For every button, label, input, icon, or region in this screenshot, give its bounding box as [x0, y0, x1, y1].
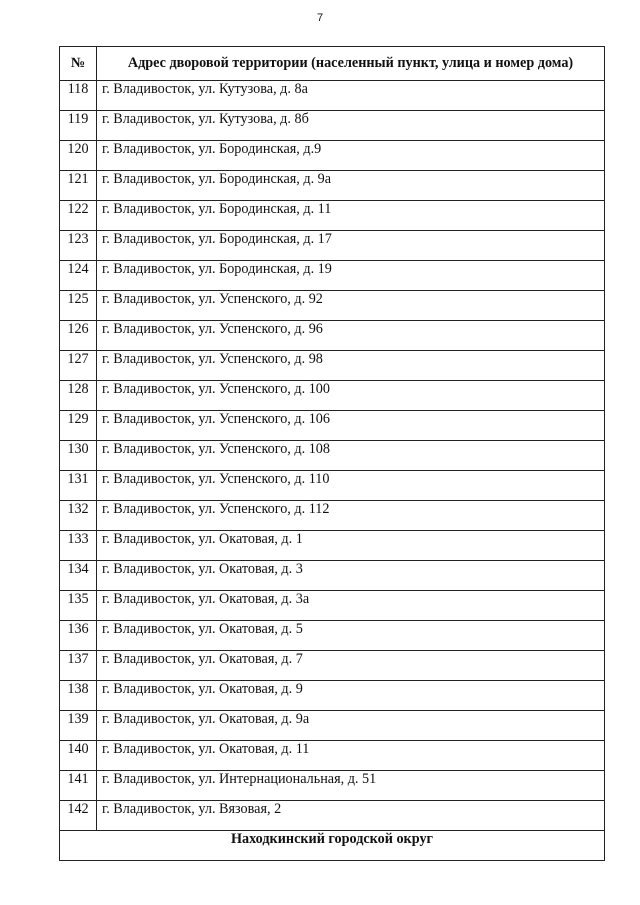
- row-number: 127: [60, 351, 97, 381]
- row-address: г. Владивосток, ул. Окатовая, д. 9: [97, 681, 605, 711]
- row-number: 133: [60, 531, 97, 561]
- row-address: г. Владивосток, ул. Успенского, д. 112: [97, 501, 605, 531]
- table-row: [60, 501, 605, 531]
- row-number: 136: [60, 621, 97, 651]
- table-row: [60, 81, 605, 111]
- table-row: [60, 711, 605, 741]
- row-address: г. Владивосток, ул. Успенского, д. 108: [97, 441, 605, 471]
- row-address: г. Владивосток, ул. Успенского, д. 106: [97, 411, 605, 441]
- table-row: [60, 441, 605, 471]
- row-address: г. Владивосток, ул. Окатовая, д. 3: [97, 561, 605, 591]
- row-number: 131: [60, 471, 97, 501]
- row-number: 141: [60, 771, 97, 801]
- table-row: [60, 651, 605, 681]
- table-row: [60, 531, 605, 561]
- table-header-row: [60, 47, 605, 81]
- row-number: 130: [60, 441, 97, 471]
- row-address: г. Владивосток, ул. Кутузова, д. 8а: [97, 81, 605, 111]
- table-row: [60, 471, 605, 501]
- row-address: г. Владивосток, ул. Бородинская, д. 11: [97, 201, 605, 231]
- row-number: 129: [60, 411, 97, 441]
- table-row: [60, 561, 605, 591]
- table-row: [60, 201, 605, 231]
- row-address: г. Владивосток, ул. Успенского, д. 100: [97, 381, 605, 411]
- table-row: [60, 411, 605, 441]
- row-number: 125: [60, 291, 97, 321]
- table-row: [60, 321, 605, 351]
- row-number: 126: [60, 321, 97, 351]
- row-number: 140: [60, 741, 97, 771]
- row-address: г. Владивосток, ул. Успенского, д. 98: [97, 351, 605, 381]
- table-row: [60, 681, 605, 711]
- row-number: 124: [60, 261, 97, 291]
- row-address: г. Владивосток, ул. Интернациональная, д. 51: [97, 771, 605, 801]
- row-number: 132: [60, 501, 97, 531]
- table-row: [60, 111, 605, 141]
- row-address: г. Владивосток, ул. Успенского, д. 96: [97, 321, 605, 351]
- row-number: 135: [60, 591, 97, 621]
- table-row: [60, 621, 605, 651]
- table-row: [60, 351, 605, 381]
- table-row: [60, 591, 605, 621]
- row-address: г. Владивосток, ул. Вязовая, 2: [97, 801, 605, 831]
- row-number: 128: [60, 381, 97, 411]
- row-number: 139: [60, 711, 97, 741]
- table-row: [60, 261, 605, 291]
- section-row: [60, 831, 605, 861]
- address-table: [59, 46, 605, 861]
- row-address: г. Владивосток, ул. Успенского, д. 92: [97, 291, 605, 321]
- row-number: 137: [60, 651, 97, 681]
- row-number: 142: [60, 801, 97, 831]
- table-row: [60, 381, 605, 411]
- row-address: г. Владивосток, ул. Окатовая, д. 5: [97, 621, 605, 651]
- header-number: №: [60, 47, 97, 81]
- row-address: г. Владивосток, ул. Бородинская, д.9: [97, 141, 605, 171]
- page-number: 7: [316, 12, 324, 24]
- table-row: [60, 141, 605, 171]
- row-address: г. Владивосток, ул. Окатовая, д. 7: [97, 651, 605, 681]
- row-address: г. Владивосток, ул. Бородинская, д. 19: [97, 261, 605, 291]
- row-address: г. Владивосток, ул. Окатовая, д. 11: [97, 741, 605, 771]
- row-address: г. Владивосток, ул. Бородинская, д. 9а: [97, 171, 605, 201]
- row-number: 121: [60, 171, 97, 201]
- row-number: 123: [60, 231, 97, 261]
- table-row: [60, 741, 605, 771]
- table-row: [60, 231, 605, 261]
- row-number: 118: [60, 81, 97, 111]
- row-number: 119: [60, 111, 97, 141]
- row-number: 134: [60, 561, 97, 591]
- row-address: г. Владивосток, ул. Окатовая, д. 1: [97, 531, 605, 561]
- table-row: [60, 171, 605, 201]
- row-address: г. Владивосток, ул. Окатовая, д. 9а: [97, 711, 605, 741]
- row-address: г. Владивосток, ул. Кутузова, д. 8б: [97, 111, 605, 141]
- table-body: [60, 81, 605, 861]
- row-number: 120: [60, 141, 97, 171]
- section-title: Находкинский городской округ: [60, 831, 605, 861]
- row-number: 138: [60, 681, 97, 711]
- row-address: г. Владивосток, ул. Успенского, д. 110: [97, 471, 605, 501]
- table-row: [60, 771, 605, 801]
- row-number: 122: [60, 201, 97, 231]
- table-row: [60, 291, 605, 321]
- header-address: Адрес дворовой территории (населенный пункт, улица и номер дома): [97, 47, 605, 81]
- row-address: г. Владивосток, ул. Окатовая, д. 3а: [97, 591, 605, 621]
- row-address: г. Владивосток, ул. Бородинская, д. 17: [97, 231, 605, 261]
- table-row: [60, 801, 605, 831]
